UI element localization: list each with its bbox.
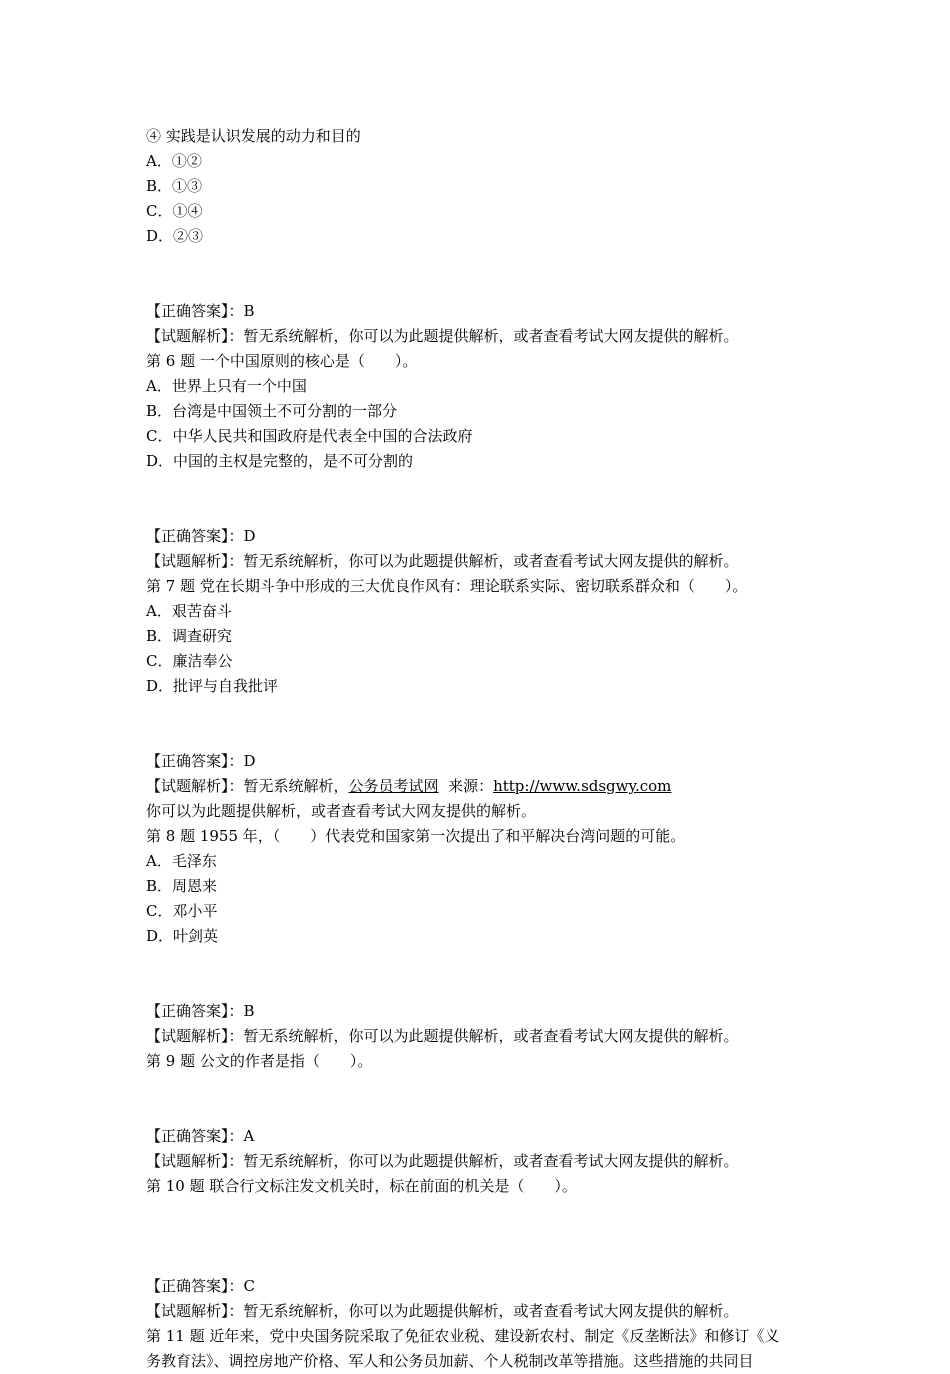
correct-answer: 【正确答案】：B xyxy=(146,302,255,320)
explanation: 【试题解析】：暂无系统解析，你可以为此题提供解析，或者查看考试大网友提供的解析。 xyxy=(146,1027,739,1045)
option-b: B．周恩来 xyxy=(146,877,218,895)
question-7: 第 7 题 党在长期斗争中形成的三大优良作风有：理论联系实际、密切联系群众和（ ）。 xyxy=(146,577,748,595)
document-page xyxy=(146,124,826,1374)
explanation: 【试题解析】：暂无系统解析，你可以为此题提供解析，或者查看考试大网友提供的解析。 xyxy=(146,552,739,570)
source-label: 来源： xyxy=(438,777,494,795)
explanation: 【试题解析】：暂无系统解析，你可以为此题提供解析，或者查看考试大网友提供的解析。 xyxy=(146,1302,739,1320)
explanation: 【试题解析】：暂无系统解析，你可以为此题提供解析，或者查看考试大网友提供的解析。 xyxy=(146,1152,739,1170)
option-c: C．廉洁奉公 xyxy=(146,652,233,670)
question-10: 第 10 题 联合行文标注发文机关时，标在前面的机关是（ ）。 xyxy=(146,1177,577,1195)
spacer xyxy=(146,1199,826,1249)
correct-answer: 【正确答案】：D xyxy=(146,527,256,545)
option-c: C．中华人民共和国政府是代表全中国的合法政府 xyxy=(146,427,473,445)
explanation xyxy=(146,774,826,799)
explanation: 【试题解析】：暂无系统解析，你可以为此题提供解析，或者查看考试大网友提供的解析。 xyxy=(146,327,739,345)
correct-answer: 【正确答案】：C xyxy=(146,1277,255,1295)
spacer xyxy=(146,699,826,749)
question-8: 第 8 题 1955 年，（ ）代表党和国家第一次提出了和平解决台湾问题的可能。 xyxy=(146,827,686,845)
option-d: D．中国的主权是完整的，是不可分割的 xyxy=(146,452,414,470)
spacer xyxy=(146,949,826,999)
explanation-prefix: 【试题解析】：暂无系统解析， xyxy=(146,777,349,795)
site-link[interactable]: 公务员考试网 xyxy=(348,777,439,795)
question-6: 第 6 题 一个中国原则的核心是（ ）。 xyxy=(146,352,418,370)
spacer xyxy=(146,1249,826,1274)
option-b: B．①③ xyxy=(146,177,203,195)
correct-answer: 【正确答案】：B xyxy=(146,1002,255,1020)
spacer xyxy=(146,249,826,299)
option-a: A．世界上只有一个中国 xyxy=(146,377,307,395)
question-11-line-2: 务教育法》、调控房地产价格、军人和公务员加薪、个人税制改革等措施。这些措施的共同目 xyxy=(146,1352,754,1370)
option-a: A．①② xyxy=(146,152,202,170)
question-9: 第 9 题 公文的作者是指（ ）。 xyxy=(146,1052,373,1070)
correct-answer: 【正确答案】：A xyxy=(146,1127,255,1145)
url-link[interactable]: http://www.sdsgwy.com xyxy=(493,777,672,795)
option-line: ④ 实践是认识发展的动力和目的 xyxy=(146,127,361,145)
question-11-line-1: 第 11 题 近年来，党中央国务院采取了免征农业税、建设新农村、制定《反垄断法》和修订《义 xyxy=(146,1327,780,1345)
spacer xyxy=(146,1074,826,1124)
spacer xyxy=(146,474,826,524)
option-d: D．批评与自我批评 xyxy=(146,677,279,695)
explanation-continued: 你可以为此题提供解析，或者查看考试大网友提供的解析。 xyxy=(146,802,537,820)
option-b: B．调查研究 xyxy=(146,627,233,645)
option-b: B．台湾是中国领土不可分割的一部分 xyxy=(146,402,398,420)
option-a: A．毛泽东 xyxy=(146,852,217,870)
option-c: C．邓小平 xyxy=(146,902,218,920)
correct-answer: 【正确答案】：D xyxy=(146,752,256,770)
option-d: D．②③ xyxy=(146,227,204,245)
option-a: A．艰苦奋斗 xyxy=(146,602,232,620)
option-d: D．叶剑英 xyxy=(146,927,219,945)
option-c: C．①④ xyxy=(146,202,203,220)
